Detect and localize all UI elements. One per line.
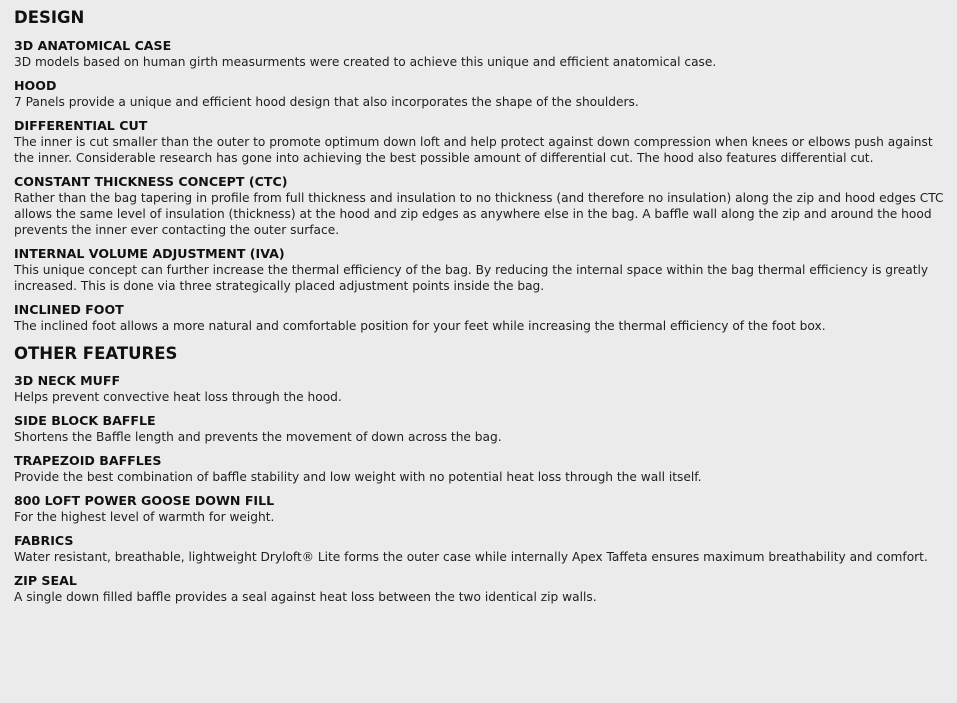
section-heading-design: DESIGN xyxy=(14,8,85,27)
feature-description: Helps prevent convective heat loss through the hood. xyxy=(14,390,342,404)
feature-description: Water resistant, breathable, lightweight Dryloft® Lite forms the outer case while internally Apex Taffeta ensures maximum breathability and comfort. xyxy=(14,550,928,564)
feature-description: This unique concept can further increase the thermal efficiency of the bag. By reducing the internal space within the bag thermal efficiency is greatly increased. This is done via three strategically placed adjustment points inside the bag. xyxy=(14,263,929,293)
section-heading-other-features: OTHER FEATURES xyxy=(14,344,178,363)
feature-description: 3D models based on human girth measurments were created to achieve this unique and efficient anatomical case. xyxy=(14,55,717,69)
feature-description: A single down filled baffle provides a seal against heat loss between the two identical zip walls. xyxy=(14,590,597,604)
feature-item xyxy=(14,78,944,110)
feature-description: The inner is cut smaller than the outer to promote optimum down loft and help protect against down compression when knees or elbows push against the inner. Considerable research has gone into achieving the best possible amount of differential cut. The hood also features differential cut. xyxy=(14,135,933,165)
feature-document xyxy=(14,8,944,613)
feature-item xyxy=(14,493,944,525)
feature-title: FABRICS xyxy=(14,533,74,548)
feature-description: The inclined foot allows a more natural and comfortable position for your feet while increasing the thermal efficiency of the foot box. xyxy=(14,319,826,333)
feature-title: CONSTANT THICKNESS CONCEPT (CTC) xyxy=(14,174,288,189)
feature-title: 3D NECK MUFF xyxy=(14,373,121,388)
feature-item xyxy=(14,373,944,405)
feature-title: ZIP SEAL xyxy=(14,573,77,588)
feature-description: 7 Panels provide a unique and efficient hood design that also incorporates the shape of the shoulders. xyxy=(14,95,639,109)
feature-title: 800 LOFT POWER GOOSE DOWN FILL xyxy=(14,493,275,508)
feature-description: For the highest level of warmth for weight. xyxy=(14,510,275,524)
feature-item xyxy=(14,118,944,166)
feature-title: INCLINED FOOT xyxy=(14,302,124,317)
feature-item xyxy=(14,246,944,294)
feature-title: 3D ANATOMICAL CASE xyxy=(14,38,172,53)
feature-item xyxy=(14,453,944,485)
feature-description: Provide the best combination of baffle stability and low weight with no potential heat loss through the wall itself. xyxy=(14,470,702,484)
feature-title: TRAPEZOID BAFFLES xyxy=(14,453,162,468)
feature-title: HOOD xyxy=(14,78,57,93)
feature-title: DIFFERENTIAL CUT xyxy=(14,118,148,133)
feature-item xyxy=(14,533,944,565)
feature-item xyxy=(14,302,944,334)
feature-item xyxy=(14,573,944,605)
feature-item xyxy=(14,38,944,70)
feature-title: SIDE BLOCK BAFFLE xyxy=(14,413,156,428)
feature-description: Rather than the bag tapering in profile from full thickness and insulation to no thickness (and therefore no insulation) along the zip and hood edges CTC allows the same level of insulation (thickness) at the hood and zip edges as anywhere else in the bag. A baffle wall along the zip and around the hood prevents the inner ever contacting the outer surface. xyxy=(14,191,944,237)
feature-title: INTERNAL VOLUME ADJUSTMENT (IVA) xyxy=(14,246,285,261)
feature-item xyxy=(14,174,944,238)
feature-item xyxy=(14,413,944,445)
feature-description: Shortens the Baffle length and prevents the movement of down across the bag. xyxy=(14,430,502,444)
